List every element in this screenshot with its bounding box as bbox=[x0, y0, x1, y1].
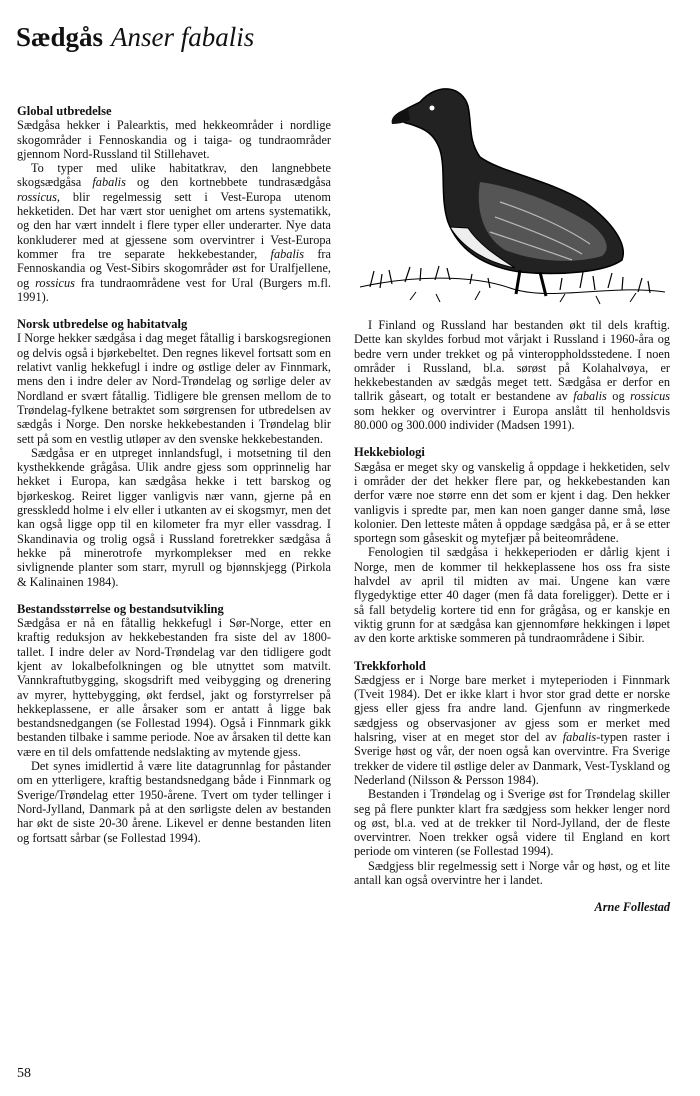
paragraph: Sædgjess blir regelmessig sett i Norge vår og høst, og et lite antall kan også overvintre her i landet. bbox=[354, 858, 670, 887]
latin-name: Anser fabalis bbox=[111, 22, 255, 52]
section-heading: Global utbredelse bbox=[17, 104, 112, 118]
right-column bbox=[354, 318, 670, 915]
common-name: Sædgås bbox=[16, 22, 104, 52]
section-norsk bbox=[17, 317, 331, 589]
section-heading: Hekkebiologi bbox=[354, 445, 425, 460]
section-hekke bbox=[354, 445, 670, 645]
paragraph: I Finland og Russland har bestanden økt til dels kraftig. Dette kan skyldes forbud mot vårjakt i Russland i 1960-åra og bedre vern under trekket og på vinteroppholdsstedene. I noen områder i Russland, bl.a. sørøst på Kolahalvøya, er hekkebestanden av sædgås meget tett. Sædgåsa er derfor en tallrik gåseart, og totalt er bestandene av fabalis og rossicus som hekker og overvintrer i Europa anslått til henholdsvis 80.000 og 300.000 individer (Madsen 1991). bbox=[354, 318, 670, 433]
paragraph: Bestanden i Trøndelag og i Sverige øst for Trøndelag skiller seg på flere punkter klart fra sædgjess som hekker lenger nord og øst, bl.a. ved at de trekker til Nord-Jylland, der de fleste overvintrer. Noen trekker også videre til England en kort periode om vinteren (se Follestad 1994). bbox=[354, 787, 670, 859]
section-bestand bbox=[17, 602, 331, 845]
paragraph: Fenologien til sædgåsa i hekkeperioden er dårlig kjent i Norge, men de kommer til hekkeplassene hos oss fra siste halvdel av april til midten av mai. Ungene kan være flygedyktige etter 40 dager (men få data foreligger). Dette er i så fall betydelig kortere tid enn for grågåsa, og er kanskje en viktig grunn for at sædgåsa kan gjennomføre hekkingen i løpet av den korte arktiske sommeren på tundraområdene i Sibir. bbox=[354, 545, 670, 646]
author: Arne Follestad bbox=[594, 900, 670, 915]
section-global bbox=[17, 104, 331, 304]
section-trekk bbox=[354, 659, 670, 888]
page-title bbox=[16, 22, 254, 53]
paragraph: Sædgåsa er nå en fåtallig hekkefugl i Sør-Norge, etter en kraftig reduksjon av hekkebestanden fra siste del av 1800-tallet. I indre deler av Nord-Trøndelag var den tidligere godt kjent av lokalbefolkningen og ble utnyttet som matvilt. Vannkraftutbygging, skogsdrift med veibygging og drenering av myrer, hyttebygging, økt ferdsel, jakt og forstyrrelser på hekkeplassene, er alle årsaker som er antatt å ligge bak bestandsnedgangen (se Follestad 1994). Også i Finnmark gikk bestanden tilbake i samme periode. Noe av årsaken til dette kan være en til dels omfattende nedslakting av mytende gjess. bbox=[17, 616, 331, 759]
left-column bbox=[17, 104, 331, 858]
goose-illustration bbox=[350, 62, 675, 310]
paragraph: Det synes imidlertid å være lite datagrunnlag for påstander om en ytterligere, kraftig bestandsnedgang både i Finnmark og Sverige/Trøndelag etter 1950-årene. Tvert om tyder tellinger i Nord-Jylland, Danmark på at den sørligste delen av bestanden har økt de siste 20-30 årene. Likevel er denne bestanden liten og fortsatt sårbar (se Follestad 1994). bbox=[17, 759, 331, 845]
section-heading: Trekkforhold bbox=[354, 658, 426, 673]
paragraph: Sædgåsa hekker i Palearktis, med hekkeområder i nordlige skogområder i Fennoskandia og i taiga- og tundraområder gjennom Nord-Russland til Stillehavet. bbox=[17, 118, 331, 161]
section-bestand-continued bbox=[354, 318, 670, 432]
paragraph: To typer med ulike habitatkrav, den langnebbete skogsædgåsa fabalis og den kortnebbete tundrasædgåsa rossicus, blir regelmessig sett i Vest-Europa utenom hekketiden. Det har vært stor uenighet om artens systematikk, og den har vært inndelt i flere typer eller underarter. Nye data konkluderer med at gjessene som overvintrer i Vest-Europa kommer fra tre separate hekkebestander, fabalis fra Fennoskandia og Vest-Sibirs skogområder øst for Uralfjellene, og rossicus fra tundraområdene vest for Ural (Burgers m.fl. 1991). bbox=[17, 161, 332, 304]
paragraph: Sædgjess er i Norge bare merket i myteperioden i Finnmark (Tveit 1984). Det er ikke klart i hvor stor grad dette er norske gjess eller gjess fra andre land. Gjenfunn av ringmerkede sædgjess og observasjoner av gjess som er merket med halsring, viser at en meget stor del av fabalis-typen raster i Sverige høst og vår, der noen også kan overvintre. Fra Sverige trekker de videre til østlige deler av Danmark, Vest-Tyskland og Nederland (Nilsson & Persson 1984). bbox=[354, 672, 670, 787]
section-heading: Bestandsstørrelse og bestandsutvikling bbox=[17, 601, 224, 616]
section-heading: Norsk utbredelse og habitatvalg bbox=[17, 317, 188, 332]
paragraph: Sædgåsa er en utpreget innlandsfugl, i motsetning til den kysthekkende grågåsa. Ulik andre gjess som opprinnelig har hekket i Europa, kan sædgåsa hekke i tett barskog og bjørkeskog. Reiret ligger vanligvis nær vann, gjerne på en gresskledd holme i elv eller i utkanten av ei skogsmyr, men det kan også ligge opp til en kilometer fra myr eller vassdrag. I Skandinavia og trolig også i Russland foretrekker sædgåsa å hekke på minerotrofe myrkomplekser med en rekke sivlignende planter som starr, myrull og bjønnskjegg (Pirkola & Kalinainen 1984). bbox=[17, 445, 331, 589]
paragraph: I Norge hekker sædgåsa i dag meget fåtallig i barskogsregionen og delvis også i bjørkebeltet. Den regnes likevel fortsatt som en relativt vanlig hekkefugl i indre og østlige deler av Finnmark, mens den i indre deler av Nord-Trøndelag og sørlige deler av Nordland er svært fåtallig. Tidligere ble grensen mellom de to Trøndelag-fylkene betraktet som sørgrensen for utbredelsen av sædgås i Norge. Den norske hekkebestanden i Trøndelag blir sett på som en vestlig utløper av den svenske hekkebestanden. bbox=[17, 331, 331, 446]
page-number: 58 bbox=[17, 1066, 31, 1081]
paragraph: Sægåsa er meget sky og vanskelig å oppdage i hekketiden, selv i områder der det hekker flere par, og hekkebestanden kan derfor være noe større enn det som er kjent i dag. Den hekker vanligvis i spredte par, men kan noen ganger danne små, løse kolonier. Den letteste måten å oppdage sædgåsa på, er å se etter sportegn som gåseskit og mytefjær på beiteområdene. bbox=[354, 459, 670, 546]
